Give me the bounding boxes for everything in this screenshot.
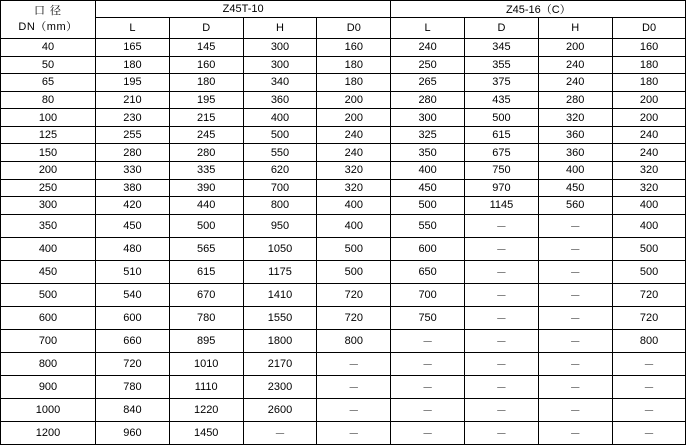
- cell-value: 435: [465, 91, 539, 109]
- cell-value: 480: [96, 237, 170, 260]
- cell-value: －: [317, 352, 391, 375]
- cell-value: 345: [465, 39, 539, 57]
- cell-value: 550: [391, 214, 465, 237]
- cell-value: 160: [169, 56, 243, 74]
- cell-value: 500: [612, 237, 686, 260]
- table-row: [1, 74, 686, 92]
- cell-value: 245: [169, 126, 243, 144]
- dn-value: 800: [1, 352, 96, 375]
- cell-value: 615: [465, 126, 539, 144]
- cell-value: 540: [96, 283, 170, 306]
- dn-value: 450: [1, 260, 96, 283]
- cell-value: 420: [96, 197, 170, 215]
- dn-value: 40: [1, 39, 96, 57]
- table-row: [1, 56, 686, 74]
- table-row: [1, 352, 686, 375]
- cell-value: －: [465, 306, 539, 329]
- cell-value: 380: [96, 179, 170, 197]
- cell-value: －: [391, 375, 465, 398]
- cell-value: 400: [317, 197, 391, 215]
- cell-value: 195: [169, 91, 243, 109]
- cell-value: 840: [96, 398, 170, 421]
- cell-value: 210: [96, 91, 170, 109]
- cell-value: 780: [169, 306, 243, 329]
- cell-value: 320: [538, 109, 612, 127]
- cell-value: 800: [612, 329, 686, 352]
- cell-value: 500: [465, 109, 539, 127]
- table-body: [1, 39, 686, 445]
- dn-header-cell: [1, 1, 96, 39]
- cell-value: －: [465, 375, 539, 398]
- cell-value: －: [465, 283, 539, 306]
- cell-value: 360: [243, 91, 317, 109]
- dn-value: 65: [1, 74, 96, 92]
- column-header-d-2: D: [465, 18, 539, 39]
- table-row: [1, 39, 686, 57]
- cell-value: 400: [391, 162, 465, 180]
- table-row: [1, 214, 686, 237]
- cell-value: 240: [317, 144, 391, 162]
- dn-value: 1000: [1, 398, 96, 421]
- cell-value: 500: [243, 126, 317, 144]
- dn-value: 150: [1, 144, 96, 162]
- cell-value: 600: [96, 306, 170, 329]
- cell-value: －: [391, 398, 465, 421]
- cell-value: －: [612, 398, 686, 421]
- cell-value: －: [538, 398, 612, 421]
- cell-value: 400: [538, 162, 612, 180]
- dn-value: 1200: [1, 421, 96, 444]
- cell-value: 560: [538, 197, 612, 215]
- cell-value: 350: [391, 144, 465, 162]
- cell-value: 720: [317, 283, 391, 306]
- cell-value: －: [317, 375, 391, 398]
- cell-value: 375: [465, 74, 539, 92]
- dn-value: 300: [1, 197, 96, 215]
- cell-value: 1145: [465, 197, 539, 215]
- cell-value: －: [612, 375, 686, 398]
- table-row: [1, 237, 686, 260]
- table-row: [1, 398, 686, 421]
- cell-value: 500: [317, 260, 391, 283]
- cell-value: 200: [317, 91, 391, 109]
- column-header-l-2: L: [391, 18, 465, 39]
- cell-value: －: [391, 421, 465, 444]
- cell-value: 700: [391, 283, 465, 306]
- cell-value: 240: [538, 74, 612, 92]
- dn-value: 250: [1, 179, 96, 197]
- cell-value: 720: [317, 306, 391, 329]
- column-header-h-2: H: [538, 18, 612, 39]
- cell-value: 1010: [169, 352, 243, 375]
- cell-value: 180: [612, 74, 686, 92]
- column-header-d-1: D: [169, 18, 243, 39]
- cell-value: 565: [169, 237, 243, 260]
- cell-value: 390: [169, 179, 243, 197]
- cell-value: 620: [243, 162, 317, 180]
- cell-value: 230: [96, 109, 170, 127]
- cell-value: －: [538, 421, 612, 444]
- cell-value: 960: [96, 421, 170, 444]
- cell-value: 145: [169, 39, 243, 57]
- cell-value: 300: [243, 56, 317, 74]
- cell-value: －: [317, 398, 391, 421]
- cell-value: －: [538, 306, 612, 329]
- table-row: [1, 109, 686, 127]
- cell-value: 500: [317, 237, 391, 260]
- cell-value: 500: [612, 260, 686, 283]
- cell-value: 250: [391, 56, 465, 74]
- cell-value: －: [243, 421, 317, 444]
- cell-value: 300: [391, 109, 465, 127]
- cell-value: 1550: [243, 306, 317, 329]
- group-header-1: Z45-16（C）: [391, 1, 686, 18]
- cell-value: 1220: [169, 398, 243, 421]
- dn-value: 80: [1, 91, 96, 109]
- cell-value: －: [465, 260, 539, 283]
- cell-value: 500: [391, 197, 465, 215]
- cell-value: 750: [465, 162, 539, 180]
- cell-value: 700: [243, 179, 317, 197]
- cell-value: 215: [169, 109, 243, 127]
- cell-value: 2300: [243, 375, 317, 398]
- cell-value: 180: [96, 56, 170, 74]
- column-header-d0-2: D0: [612, 18, 686, 39]
- table-row: [1, 197, 686, 215]
- cell-value: 1050: [243, 237, 317, 260]
- cell-value: 450: [391, 179, 465, 197]
- table-row: [1, 260, 686, 283]
- cell-value: 450: [96, 214, 170, 237]
- cell-value: 750: [391, 306, 465, 329]
- cell-value: 280: [391, 91, 465, 109]
- cell-value: 280: [538, 91, 612, 109]
- cell-value: 200: [612, 91, 686, 109]
- cell-value: 650: [391, 260, 465, 283]
- table-row: [1, 162, 686, 180]
- cell-value: 335: [169, 162, 243, 180]
- dn-value: 200: [1, 162, 96, 180]
- table-header: [1, 1, 686, 39]
- cell-value: 280: [96, 144, 170, 162]
- dn-value: 900: [1, 375, 96, 398]
- table-row: [1, 91, 686, 109]
- cell-value: 200: [317, 109, 391, 127]
- cell-value: 355: [465, 56, 539, 74]
- cell-value: 180: [317, 74, 391, 92]
- cell-value: 450: [538, 179, 612, 197]
- cell-value: －: [538, 375, 612, 398]
- cell-value: －: [538, 283, 612, 306]
- cell-value: 950: [243, 214, 317, 237]
- cell-value: 340: [243, 74, 317, 92]
- cell-value: 510: [96, 260, 170, 283]
- cell-value: －: [538, 260, 612, 283]
- cell-value: 675: [465, 144, 539, 162]
- dn-value: 100: [1, 109, 96, 127]
- cell-value: 970: [465, 179, 539, 197]
- cell-value: 360: [538, 126, 612, 144]
- cell-value: 1450: [169, 421, 243, 444]
- header-row-groups: [1, 1, 686, 18]
- cell-value: 180: [612, 56, 686, 74]
- cell-value: 2600: [243, 398, 317, 421]
- group-header-0: Z45T-10: [96, 1, 391, 18]
- cell-value: 500: [169, 214, 243, 237]
- dn-value: 700: [1, 329, 96, 352]
- cell-value: －: [465, 237, 539, 260]
- dn-header-line2: DN（mm）: [18, 20, 78, 33]
- cell-value: 400: [612, 197, 686, 215]
- table-row: [1, 283, 686, 306]
- table-row: [1, 421, 686, 444]
- cell-value: 195: [96, 74, 170, 92]
- table-row: [1, 375, 686, 398]
- cell-value: 180: [169, 74, 243, 92]
- table-row: [1, 306, 686, 329]
- cell-value: 2170: [243, 352, 317, 375]
- cell-value: 1410: [243, 283, 317, 306]
- cell-value: 895: [169, 329, 243, 352]
- cell-value: －: [538, 237, 612, 260]
- dn-value: 600: [1, 306, 96, 329]
- cell-value: 400: [317, 214, 391, 237]
- cell-value: 240: [317, 126, 391, 144]
- cell-value: －: [391, 352, 465, 375]
- dn-value: 400: [1, 237, 96, 260]
- cell-value: －: [465, 398, 539, 421]
- cell-value: 160: [317, 39, 391, 57]
- cell-value: 600: [391, 237, 465, 260]
- cell-value: 160: [612, 39, 686, 57]
- cell-value: 670: [169, 283, 243, 306]
- cell-value: 240: [612, 126, 686, 144]
- cell-value: 240: [538, 56, 612, 74]
- cell-value: 165: [96, 39, 170, 57]
- cell-value: 800: [243, 197, 317, 215]
- cell-value: 240: [612, 144, 686, 162]
- cell-value: 330: [96, 162, 170, 180]
- cell-value: －: [465, 421, 539, 444]
- dn-header-line1: 口 径: [33, 4, 63, 17]
- header-row-columns: [1, 18, 686, 39]
- cell-value: 320: [317, 162, 391, 180]
- cell-value: 720: [612, 283, 686, 306]
- column-header-d0-1: D0: [317, 18, 391, 39]
- table-row: [1, 126, 686, 144]
- cell-value: 280: [169, 144, 243, 162]
- cell-value: 320: [317, 179, 391, 197]
- cell-value: 265: [391, 74, 465, 92]
- cell-value: －: [465, 329, 539, 352]
- cell-value: 325: [391, 126, 465, 144]
- cell-value: 180: [317, 56, 391, 74]
- cell-value: 720: [96, 352, 170, 375]
- cell-value: －: [391, 329, 465, 352]
- cell-value: 800: [317, 329, 391, 352]
- cell-value: －: [538, 352, 612, 375]
- dn-value: 350: [1, 214, 96, 237]
- cell-value: 720: [612, 306, 686, 329]
- cell-value: 200: [612, 109, 686, 127]
- cell-value: －: [538, 214, 612, 237]
- table-row: [1, 179, 686, 197]
- cell-value: 320: [612, 162, 686, 180]
- cell-value: 200: [538, 39, 612, 57]
- cell-value: 320: [612, 179, 686, 197]
- cell-value: 400: [243, 109, 317, 127]
- cell-value: －: [465, 352, 539, 375]
- column-header-h-1: H: [243, 18, 317, 39]
- cell-value: 255: [96, 126, 170, 144]
- dn-value: 50: [1, 56, 96, 74]
- cell-value: 240: [391, 39, 465, 57]
- dn-value: 125: [1, 126, 96, 144]
- cell-value: 660: [96, 329, 170, 352]
- cell-value: 615: [169, 260, 243, 283]
- table-row: [1, 329, 686, 352]
- cell-value: 1110: [169, 375, 243, 398]
- table-row: [1, 144, 686, 162]
- dn-value: 500: [1, 283, 96, 306]
- column-header-l-1: L: [96, 18, 170, 39]
- cell-value: 550: [243, 144, 317, 162]
- cell-value: －: [538, 329, 612, 352]
- cell-value: －: [465, 214, 539, 237]
- cell-value: 1175: [243, 260, 317, 283]
- cell-value: －: [317, 421, 391, 444]
- cell-value: 400: [612, 214, 686, 237]
- cell-value: －: [612, 352, 686, 375]
- cell-value: 360: [538, 144, 612, 162]
- cell-value: 780: [96, 375, 170, 398]
- cell-value: 440: [169, 197, 243, 215]
- cell-value: 300: [243, 39, 317, 57]
- cell-value: 1800: [243, 329, 317, 352]
- cell-value: －: [612, 421, 686, 444]
